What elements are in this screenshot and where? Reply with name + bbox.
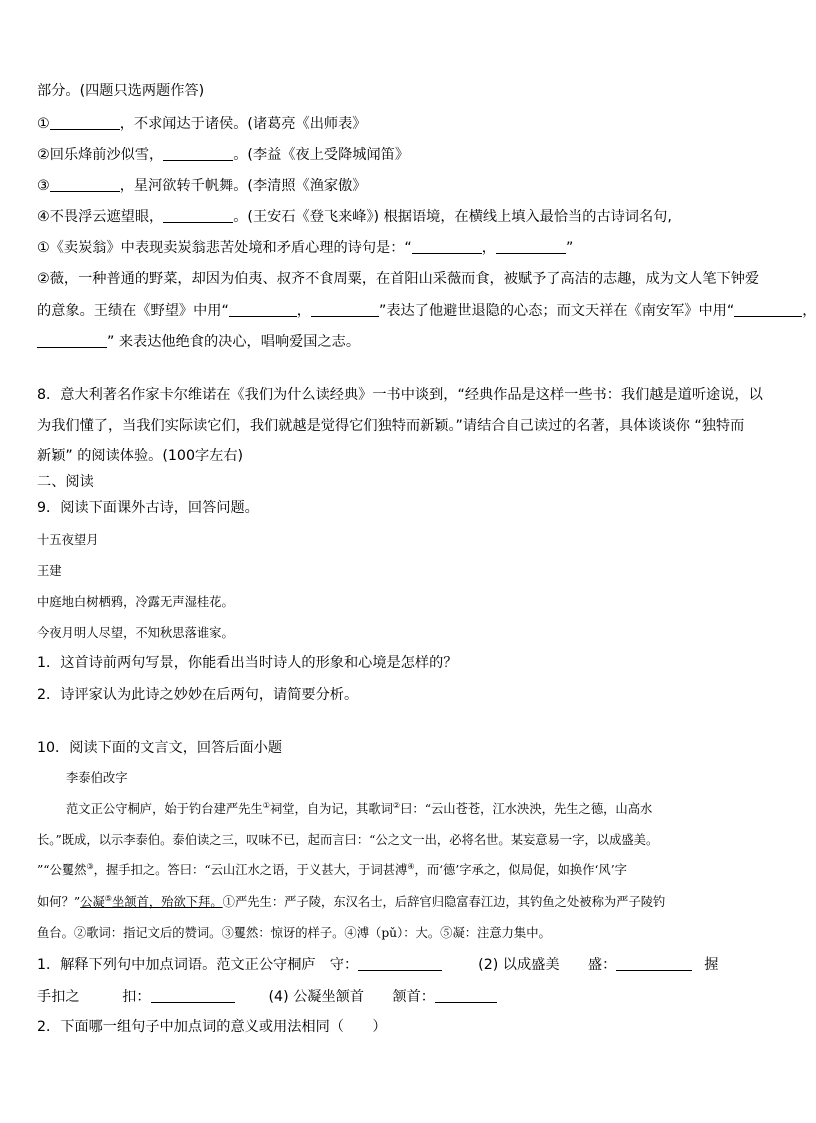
passage-notes: 鱼台。②歌词：指记文后的赞词。③矍然：惊讶的样子。④溥（pǔ）：大。⑤凝：注意力集中。 (37, 926, 551, 940)
answer-blank[interactable] (616, 955, 692, 971)
line-text: ，星河欲转千帆舞。(李清照《渔家傲》 (119, 178, 367, 194)
wei-line-3 (37, 332, 360, 352)
line-text: 1．解释下列句中加点词语。范文正公守桐庐 守： (37, 957, 359, 973)
line-text: ， (802, 303, 816, 319)
line-text: 握 (704, 957, 719, 973)
line-text: 。(王安石《登飞来峰》) 根据语境，在横线上填入最恰当的古诗词名句, (233, 209, 672, 225)
item-number: ① (37, 116, 50, 132)
answer-blank[interactable] (496, 238, 566, 254)
line-text: ，握手扣之。答曰：“云山江水之语，于义甚大，于词甚溥 (93, 863, 408, 877)
line-text: ①《卖炭翁》中表现卖炭翁悲苦处境和矛盾心理的诗句是：“ (37, 240, 412, 256)
footnote-marker: ⑤ (104, 893, 112, 903)
q9-sub-1: 1．这首诗前两句写景，你能看出当时诗人的形象和心境是怎样的？ (37, 655, 458, 671)
passage-line-1 (66, 799, 652, 819)
fill-line-1 (37, 114, 366, 134)
line-text: 如何？” (37, 895, 81, 909)
q10-sub-2: 2．下面哪一组句子中加点词的意义或用法相同（ ） (37, 1019, 387, 1035)
line-text: 。(李益《夜上受降城闻笛》 (233, 147, 410, 163)
line-text: ， (481, 240, 496, 256)
answer-blank[interactable] (229, 301, 297, 317)
line-text: ①严先生：严子陵，东汉名士，后辞官归隐富春江边，其钓鱼之处被称为严子陵钓 (222, 895, 666, 909)
poem-title: 十五夜望月 (37, 533, 99, 547)
fill-line-oldman (37, 238, 573, 258)
line-text: ”表达了他避世退隐的心态；而文天祥在《南安军》中用“ (379, 303, 735, 319)
passage-line-3 (37, 860, 627, 880)
line-text: ”“公矍然 (37, 863, 87, 877)
q10-sub-1-line-1 (37, 955, 718, 975)
line-text: ” (565, 240, 574, 256)
q10-intro: 10．阅读下面的文言文，回答后面小题 (37, 740, 283, 756)
answer-blank[interactable] (435, 987, 497, 1003)
answer-blank[interactable] (37, 332, 107, 348)
footnote-marker: ② (392, 800, 401, 810)
line-text: 范文正公守桐庐，始于钓台建严先生 (66, 802, 263, 816)
poem-author: 王建 (37, 564, 62, 578)
line-text: 的意象。王绩在《野望》中用“ (37, 303, 229, 319)
footnote-marker: ③ (86, 861, 94, 871)
line-text: 公凝 (80, 895, 105, 909)
item-number: ③ (37, 178, 50, 194)
section-intro: 部分。(四题只选两题作答) (37, 83, 205, 99)
answer-blank[interactable] (163, 207, 233, 223)
fill-line-2 (37, 145, 409, 165)
line-text: 祠堂，自为记，其歌词 (269, 802, 393, 816)
answer-blank[interactable] (163, 145, 233, 161)
answer-blank[interactable] (412, 238, 482, 254)
line-text: (4) 公凝坐颔首 颔首： (268, 989, 435, 1005)
line-text: ，而‘德’字承之，似局促，如换作‘风’字 (414, 863, 627, 877)
passage-line-4 (37, 892, 665, 912)
answer-blank[interactable] (734, 301, 802, 317)
q10-sub-1-line-2 (37, 987, 497, 1007)
answer-blank[interactable] (311, 301, 379, 317)
answer-blank[interactable] (151, 987, 235, 1003)
q8-line-3: 新颖” 的阅读体验。(100字左右) (37, 448, 244, 464)
line-text: 手扣之 扣： (37, 989, 151, 1005)
underlined-phrase (80, 895, 222, 909)
answer-blank[interactable] (50, 114, 120, 130)
passage-line-2: 长。”既成，以示李泰伯。泰伯读之三，叹味不已，起而言曰：“公之文一出，必将名世。某妄意易一字，以成盛美。 (37, 833, 659, 847)
footnote-marker: ① (262, 800, 270, 810)
q8-line-2: 为我们懂了，当我们实际读它们，我们就越是觉得它们独特而新颖。”请结合自己读过的名著，具体谈谈你 “独特而 (37, 418, 745, 434)
poem-line: 今夜月明人尽望，不知秋思落谁家。 (37, 626, 234, 640)
poem-line: 中庭地白树栖鸦，冷露无声湿桂花。 (37, 595, 234, 609)
fill-line-4 (37, 207, 672, 227)
passage-title: 李泰伯改字 (66, 771, 128, 785)
answer-blank[interactable] (50, 176, 120, 192)
answer-blank[interactable] (358, 955, 442, 971)
section-title: 二、阅读 (37, 474, 94, 490)
q9-sub-2: 2．诗评家认为此诗之妙妙在后两句，请简要分析。 (37, 687, 359, 703)
line-text: ，不求闻达于诸侯。(诸葛亮《出师表》 (119, 116, 367, 132)
q8-line-1: 8．意大利著名作家卡尔维诺在《我们为什么读经典》一书中谈到，“经典作品是这样一些书：我们越是道听途说，以 (37, 387, 763, 403)
line-text: 曰：“云山苍苍，江水泱泱，先生之德，山高水 (400, 802, 653, 816)
line-text: ②回乐烽前沙似雪， (37, 147, 164, 163)
line-text: ④不畏浮云遮望眼， (37, 209, 164, 225)
line-text: ” 来表达他绝食的决心，唱响爱国之志。 (107, 334, 361, 350)
wei-line-1: ②薇，一种普通的野菜，却因为伯夷、叔齐不食周粟，在首阳山采薇而食，被赋予了高洁的志趣，成为文人笔下钟爱 (37, 271, 760, 287)
fill-line-3 (37, 176, 366, 196)
wei-line-2 (37, 301, 816, 321)
line-text: ， (296, 303, 311, 319)
line-text: (2) 以成盛美 盛： (478, 957, 617, 973)
line-text: 坐颔首，殆欲下拜。 (111, 895, 223, 909)
q9-intro: 9．阅读下面课外古诗，回答问题。 (37, 500, 259, 516)
footnote-marker: ④ (407, 861, 415, 871)
